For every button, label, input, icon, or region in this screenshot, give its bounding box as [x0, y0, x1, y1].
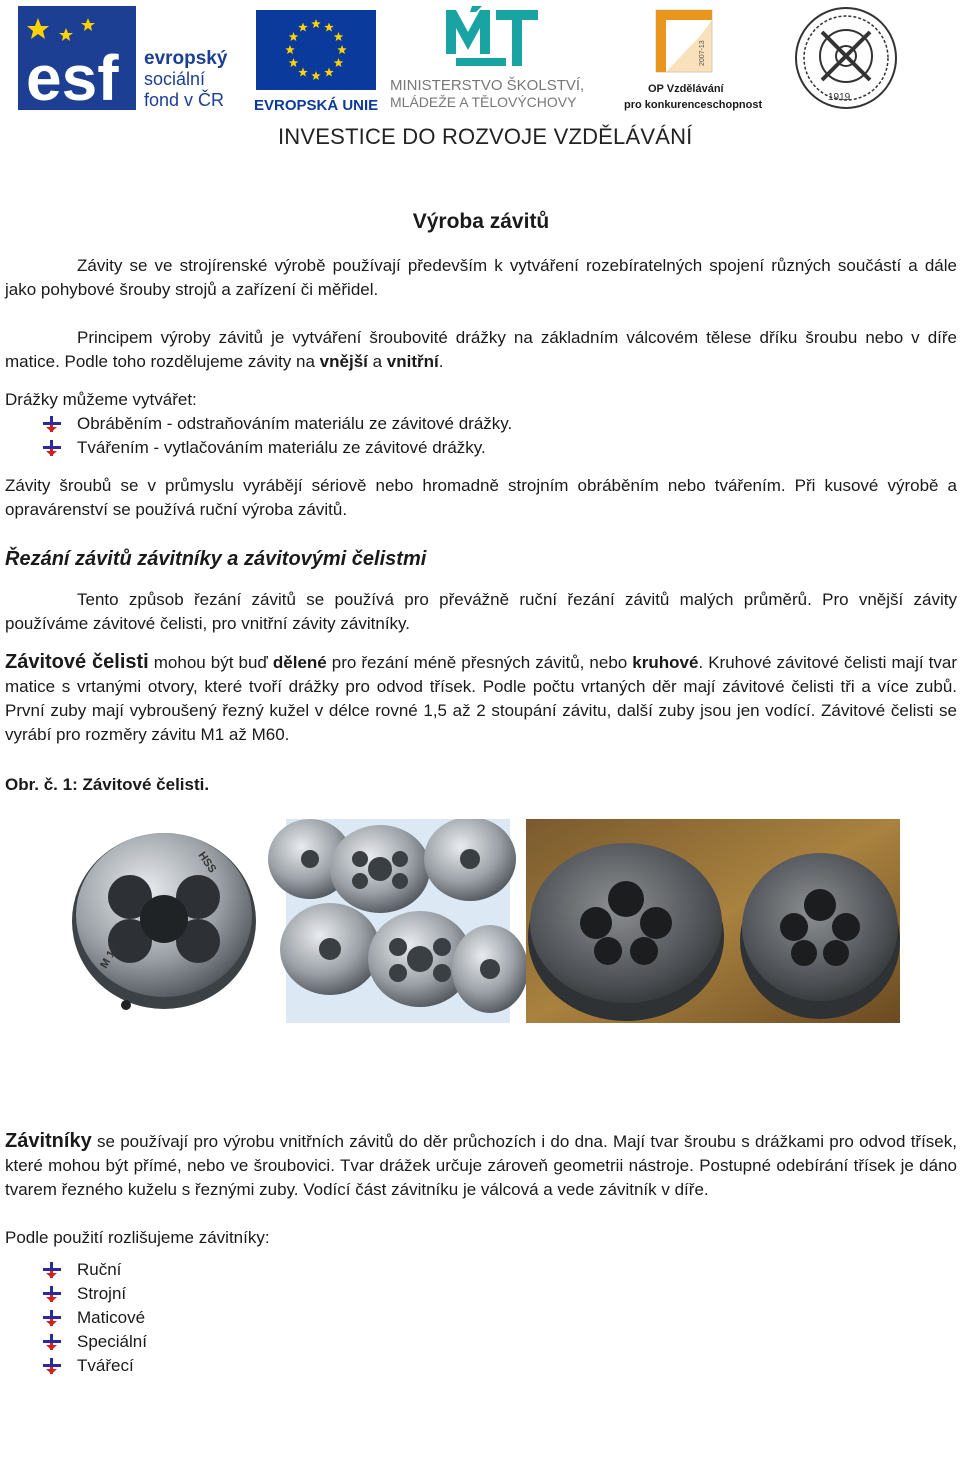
paragraph-celisti [5, 650, 957, 747]
arrow-bullet-icon [43, 440, 61, 456]
list-item [5, 1282, 957, 1306]
op-vzdelavani-logo [618, 6, 768, 116]
op-text-line1: OP Vzdělávání [648, 83, 724, 95]
list-item-text: Obráběním - odstraňováním materiálu ze závitové drážky. [77, 414, 513, 433]
list-item-text: Ruční [77, 1260, 122, 1279]
list-item [5, 1258, 957, 1282]
die-marking-hss: HSS [195, 849, 219, 876]
investice-slogan: INVESTICE DO ROZVOJE VZDĚLÁVÁNÍ [278, 124, 693, 149]
drazky-list [5, 412, 957, 460]
bold-term-vnejsi: vnější [319, 352, 368, 371]
text-run: se používají pro výrobu vnitřních závitů do děr průchozích i do dna. Mají tvar šroubu s drážkami pro odvod třísek, které mohou být přímé, nebo ve šroubovici. Tvar drážek určuje zároveň geometrii nástroje. Postupné odebírání třísek je dáno tvarem řezného kuželu s řeznými zuby. Vodící část závitníku je válcová a vede závitník v díře. [5, 1132, 957, 1199]
two-dies-photo-right [526, 819, 900, 1023]
esf-logo [18, 6, 248, 116]
bold-term-zavitniky: Závitníky [5, 1130, 92, 1152]
text-run: pro řezání méně přesných závitů, nebo [326, 653, 633, 672]
esf-text-line2: sociální [144, 69, 206, 89]
list-item-text: Strojní [77, 1284, 127, 1303]
zavitniky-list [5, 1258, 957, 1378]
list-item-text: Maticové [77, 1308, 146, 1327]
list-item [5, 412, 957, 436]
bold-term-delene: dělené [272, 653, 327, 672]
bold-term-vnitrni: vnitřní [386, 352, 439, 371]
seal-year: 1919 [828, 92, 851, 103]
esf-letters: esf [26, 42, 119, 114]
page-title: Výroba závitů [412, 210, 550, 233]
op-text-line2: pro konkurenceschopnost [624, 99, 763, 111]
arrow-bullet-icon [43, 1334, 61, 1350]
arrow-bullet-icon [43, 1310, 61, 1326]
bold-term-zavitove-celisti: Závitové čelisti [5, 651, 149, 673]
list-item [5, 1330, 957, 1354]
arrow-bullet-icon [43, 416, 61, 432]
paragraph-principle [5, 326, 957, 374]
drazky-intro: Drážky můžeme vytvářet: [5, 390, 197, 409]
arrow-bullet-icon [43, 1262, 61, 1278]
pile-of-dies-photo [268, 819, 528, 1023]
msmt-logo [388, 6, 613, 116]
esf-text-line3: fond v ČR [144, 90, 225, 110]
msmt-text-line1: MINISTERSTVO ŠKOLSTVÍ, [390, 77, 585, 94]
text-run: . Kruhové závitové čelisti mají tvar matice s vrtanými otvory, které tvoří drážky pro odvod třísek. Podle počtu vrtaných děr mají závitové čelisti tři a více zubů. První zuby mají vybroušený řezný kužel v délce rovné 1,5 až 2 stoupání závitu, další zuby jsou jen vodící. Závitové čelisti se vyrábí pro rozměry závitu M1 až M60. [5, 653, 957, 744]
eu-text: EVROPSKÁ UNIE [254, 97, 379, 114]
zavitniky-intro: Podle použití rozlišujeme závitníky: [5, 1228, 270, 1247]
list-item [5, 1354, 957, 1378]
die-marking-m10: M 10 [98, 943, 121, 971]
document-body [5, 208, 957, 1378]
school-seal-logo [788, 4, 906, 114]
paragraph-production: Závity šroubů se v průmyslu vyrábějí sériově nebo hromadně strojním obráběním nebo tvářením. Při kusové výrobě a opravárenství se používá ruční výroba závitů. [5, 476, 957, 519]
esf-text-line1: evropský [144, 48, 228, 69]
text-run: mohou být buď [148, 653, 273, 672]
round-die-photo-left [60, 819, 268, 1023]
text-run: Principem výroby závitů je vytváření šroubovité drážky na základním válcovém tělese dříku šroubu nebo v díře matice. Podle toho rozdělujeme závity na [5, 328, 957, 371]
thread-dies-photo [60, 819, 900, 1023]
figure-caption: Obr. č. 1: Závitové čelisti. [5, 775, 210, 794]
list-item [5, 1306, 957, 1330]
msmt-text-line2: MLÁDEŽE A TĚLOVÝCHOVY [390, 94, 577, 110]
arrow-bullet-icon [43, 1286, 61, 1302]
arrow-bullet-icon [43, 1358, 61, 1374]
list-item-text: Tvářením - vytlačováním materiálu ze závitové drážky. [77, 438, 486, 457]
list-item [5, 436, 957, 460]
text-run: a [367, 352, 387, 371]
list-item-text: Tvářecí [77, 1356, 134, 1375]
paragraph-intro: Závity se ve strojírenské výrobě používají především k vytváření rozebíratelných spojení různých součástí a dále jako pohybové šrouby strojů a zařízení či měřidel. [5, 256, 957, 299]
bold-term-kruhove: kruhové [632, 653, 699, 672]
paragraph-zavitniky [5, 1129, 957, 1202]
text-run: . [438, 352, 444, 371]
section-heading: Řezání závitů závitníky a závitovými čelistmi [5, 548, 427, 570]
eu-flag-logo [252, 6, 382, 116]
paragraph-method: Tento způsob řezání závitů se používá pro převážně ruční řezání závitů malých průměrů. Pro vnější závity používáme závitové čelisti, pro vnitřní závity závitníky. [5, 590, 957, 633]
list-item-text: Speciální [77, 1332, 147, 1351]
op-years: 2007-13 [699, 40, 706, 66]
logo-bar [0, 0, 960, 160]
